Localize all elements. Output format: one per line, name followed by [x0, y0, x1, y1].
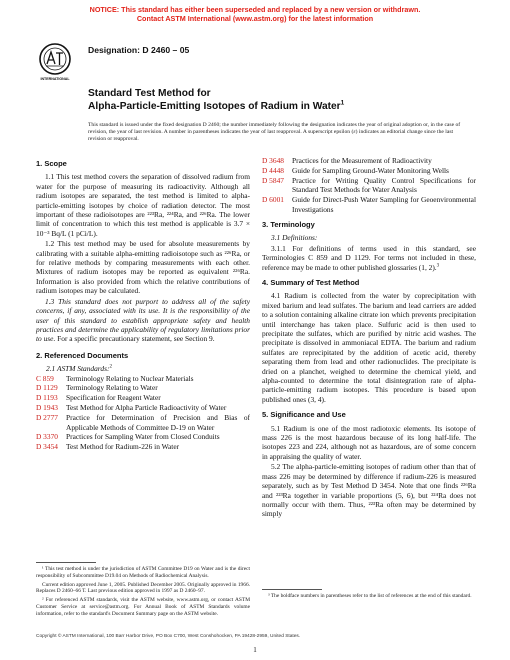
reference-item — [262, 195, 476, 214]
section-significance-heading: 5. Significance and Use — [262, 410, 346, 420]
reference-item — [36, 403, 250, 412]
terminology-p2: 3.1.1 For definitions of terms used in this standard, see Terminologies C 859 and D 1129. For terms not included in these, reference may be made to other published glossaries (1, 2).$^3$ — [262, 243, 476, 272]
footnote-2: ² For referenced ASTM standards, visit the ASTM website, www.astm.org, or contact ASTM Customer Service at service@astm.org. For Annual Book of ASTM Standards volume information, refer to the standard's Document Summary page on the ASTM website. — [36, 597, 250, 617]
footnote-3: ³ The boldface numbers in parentheses refer to the list of references at the end of this standard. — [268, 593, 472, 599]
reference-title: Specification for Reagent Water — [66, 393, 161, 403]
reference-code-link[interactable]: D 1943 — [36, 403, 58, 413]
section-scope-heading: 1. Scope — [36, 159, 67, 168]
reference-item — [36, 442, 250, 451]
footnote-1b: Current edition approved June 1, 2005. Published December 2005. Originally approved in 1966. Replaces D 2460–66 T. Last previous edition approved in 1997 as D 2460–97. — [36, 581, 250, 595]
reference-code-link[interactable]: D 3648 — [262, 156, 284, 165]
title-block — [88, 87, 488, 113]
terminology-p1: 3.1 Definitions: — [271, 233, 318, 243]
reference-code-link[interactable]: C 859 — [36, 373, 54, 383]
reference-title: Test Method for Alpha Particle Radioactivity of Water — [66, 403, 227, 413]
right-column — [262, 156, 476, 520]
reference-title: Test Method for Radium-226 in Water — [66, 442, 180, 452]
summary-p1: 4.1 Radium is collected from the water by coprecipitation with mixed barium and lead sulfates. The barium and lead carriers are added to a solution containing alkaline citrate ion which prevents precipitation until interchange has taken place. Sulfuric acid is then used to precipitate the sulfates, which are purified by nitric acid washes. The precipitate is dissolved in ammoniacal EDTA. The barium and radium sulfates are reprecipitated by the addition of acetic acid, thereby separating them from lead and other radionuclides. The precipitate is dried on a planchet, weighed to determine the chemical yield, and alpha-counted to determine the total disintegration rate of alpha-particle-emitting radium isotopes. This procedure is based upon published ones (3, 4). — [262, 291, 476, 404]
section-terminology-heading: 3. Terminology — [262, 219, 315, 229]
footnote-rule-left — [36, 562, 96, 563]
reference-item — [36, 413, 250, 432]
reference-title: Terminology Relating to Nuclear Materials — [66, 373, 194, 383]
reference-item — [262, 156, 476, 165]
copyright: Copyright © ASTM International, 100 Barr Harbor Drive, PO Box C700, West Conshohocken, PA 19428-2959, United States. — [36, 634, 301, 639]
scope-p1: 1.1 This test method covers the separation of dissolved radium from water for the purpose of measuring its radioactivity. Although all radium isotopes are separated, the test method is limited to alpha-particle-emitting isotopes by choice of radiation detector. The most important of these radioisotopes are ²²³Ra, ²²⁴Ra, and ²²⁶Ra. The lower limit of concentration to which this test method is applicable is 3.7 × 10⁻³ Bq/L (1 pCi/L). — [36, 172, 250, 238]
reference-title: Practice for Determination of Precision and Bias of Applicable Methods of Committee D-19 on Water — [66, 413, 250, 432]
section-summary-heading: 4. Summary of Test Method — [262, 277, 360, 287]
footnote-1: ¹ This test method is under the jurisdiction of ASTM Committee D19 on Water and is the direct responsibility of Subcommittee D19.04 on Methods of Radiochemical Analysis. — [36, 566, 250, 579]
reference-title: Terminology Relating to Water — [66, 383, 158, 393]
reference-title: Practices for Sampling Water from Closed Conduits — [66, 432, 220, 442]
reference-code-link[interactable]: D 1193 — [36, 393, 58, 403]
left-column — [36, 156, 250, 452]
section-referenced-heading: 2. Referenced Documents — [36, 350, 129, 360]
astm-logo-icon — [38, 42, 72, 82]
reference-code-link[interactable]: D 6001 — [262, 195, 284, 205]
reference-code-link[interactable]: D 3454 — [36, 442, 58, 452]
reference-title: Guide for Sampling Ground-Water Monitoring Wells — [292, 165, 449, 175]
title-line-2: Alpha-Particle-Emitting Isotopes of Radium in Water$^1$ — [88, 99, 345, 112]
notice-line-1: NOTICE: This standard has either been superseded and replaced by a new version or withdrawn. — [89, 5, 421, 14]
astm-standards-subheading: 2.1 ASTM Standards:$^2$ — [46, 364, 112, 374]
notice-line-2: Contact ASTM International (www.astm.org) for the latest information — [136, 14, 374, 23]
reference-item — [262, 166, 476, 175]
reference-item — [36, 393, 250, 402]
footnote-rule-right — [262, 589, 322, 590]
reference-title: Guide for Direct-Push Water Sampling for Geoenvironmental Investigations — [292, 195, 476, 214]
reference-code-link[interactable]: D 3370 — [36, 432, 58, 442]
reference-item — [36, 383, 250, 392]
footnotes-left — [36, 566, 250, 620]
reference-code-link[interactable]: D 4448 — [262, 165, 284, 175]
referenced-list-left — [36, 374, 250, 452]
reference-code-link[interactable]: D 2777 — [36, 413, 58, 423]
logo-subtext: INTERNATIONAL — [40, 77, 70, 81]
referenced-list-right — [262, 156, 476, 214]
title-footnote-mark: 1 — [340, 99, 345, 107]
reference-title: Practice for Writing Quality Control Specifications for Standard Test Methods for Water Analysis — [292, 175, 476, 195]
reference-code-link[interactable]: D 1129 — [36, 383, 58, 393]
reference-item — [262, 176, 476, 195]
footnotes-right — [262, 593, 476, 602]
reference-title: Practices for the Measurement of Radioactivity — [292, 156, 432, 165]
page-number: 1 — [253, 646, 257, 654]
significance-p2: 5.2 The alpha-particle-emitting isotopes of radium other than that of mass 226 may be determined by difference if radium-226 is measured separately, such as by Test Method D 3454. Note that one finds ²²⁶Ra and ²²³Ra together in variable proportions (5, 6), but ²²⁴Ra does not normally occur with them. Thus, ²²³Ra often may be determined by simply — [262, 462, 476, 519]
reference-code-link[interactable]: D 5847 — [262, 175, 284, 185]
scope-p2: 1.2 This test method may be used for absolute measurements by calibrating with a suitable alpha-emitting radioisotope such as ²²⁶Ra, or for relative methods by comparing measurements with each other. Mixtures of radium isotopes may be reported as equivalent ²²⁶Ra. Information is also provided from which the relative contributions of radium isotopes may be calculated. — [36, 239, 250, 296]
title-line-1: Standard Test Method for — [88, 88, 211, 99]
significance-p1: 5.1 Radium is one of the most radiotoxic elements. Its isotope of mass 226 is the most hazardous because of its long half-life. The isotopes 223 and 224, although not as hazardous, are of some concern in appraising the quality of water. — [262, 423, 476, 461]
reference-item — [36, 374, 250, 383]
issued-note: This standard is issued under the fixed designation D 2460; the number immediately following the designation indicates the year of original adoption or, in the case of revision, the year of last revision. A number in parentheses indicates the year of last reapproval. A superscript epsilon (ε) indicates an editorial change since the last revision or reapproval. — [88, 122, 461, 143]
reference-item — [36, 432, 250, 441]
notice-banner — [0, 5, 510, 23]
designation: Designation: D 2460 – 05 — [88, 45, 190, 55]
scope-p3: 1.3 This standard does not purport to address all of the safety concerns, if any, associated with its use. It is the responsibility of the user of this standard to establish appropriate safety and health practices and determine the applicability of regulatory limitations prior to use. For a specific precautionary statement, see Section 9. — [36, 296, 250, 344]
